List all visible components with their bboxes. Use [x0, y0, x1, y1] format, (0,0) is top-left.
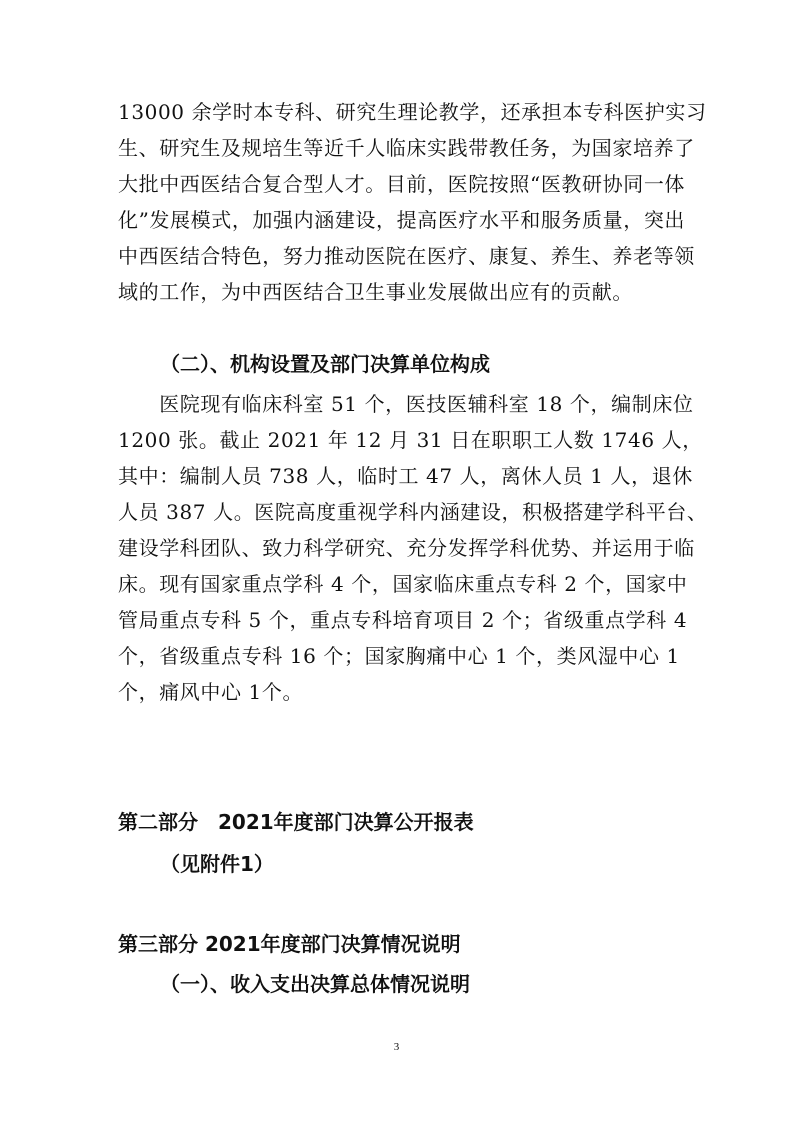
paragraph-line: 其中：编制人员 738 人，临时工 47 人，离休人员 1 人，退休 — [118, 464, 693, 488]
section-heading-income-expenditure: （一）、收入支出决算总体情况说明 — [160, 972, 470, 996]
paragraph-line: 1200 张。截止 2021 年 12 月 31 日在职职工人数 1746 人， — [118, 428, 703, 452]
paragraph-line: 医院现有临床科室 51 个，医技医辅科室 18 个，编制床位 — [118, 392, 694, 416]
section-heading-organization: （二）、机构设置及部门决算单位构成 — [160, 352, 490, 376]
paragraph-line: 域的工作，为中西医结合卫生事业发展做出应有的贡献。 — [118, 280, 633, 304]
paragraph-line: 生、研究生及规培生等近千人临床实践带教任务，为国家培养了 — [118, 136, 695, 160]
paragraph-line: 13000 余学时本专科、研究生理论教学，还承担本专科医护实习 — [118, 100, 707, 124]
part-three-heading: 第三部分 2021年度部门决算情况说明 — [118, 932, 461, 956]
paragraph-line: 人员 387 人。医院高度重视学科内涵建设，积极搭建学科平台、 — [118, 500, 708, 524]
paragraph-line: 建设学科团队、致力科学研究、充分发挥学科优势、并运用于临 — [118, 536, 695, 560]
attachment-reference: （见附件1） — [160, 852, 274, 876]
paragraph-line: 个，痛风中心 1个。 — [118, 680, 304, 704]
paragraph-line: 管局重点专科 5 个，重点专科培育项目 2 个；省级重点学科 4 — [118, 608, 688, 632]
paragraph-line: 个，省级重点专科 16 个；国家胸痛中心 1 个，类风湿中心 1 — [118, 644, 680, 668]
part-two-heading: 第二部分 2021年度部门决算公开报表 — [118, 810, 474, 834]
paragraph-line: 床。现有国家重点学科 4 个，国家临床重点专科 2 个，国家中 — [118, 572, 688, 596]
paragraph-hospital-overview — [118, 94, 707, 310]
paragraph-line: 化”发展模式，加强内涵建设，提高医疗水平和服务质量，突出 — [118, 208, 686, 232]
page-number: 3 — [393, 1041, 400, 1053]
paragraph-line: 大批中西医结合复合型人才。目前，医院按照“医教研协同一体 — [118, 172, 686, 196]
paragraph-line: 中西医结合特色，努力推动医院在医疗、康复、养生、养老等领 — [118, 244, 695, 268]
paragraph-departments — [118, 386, 708, 710]
